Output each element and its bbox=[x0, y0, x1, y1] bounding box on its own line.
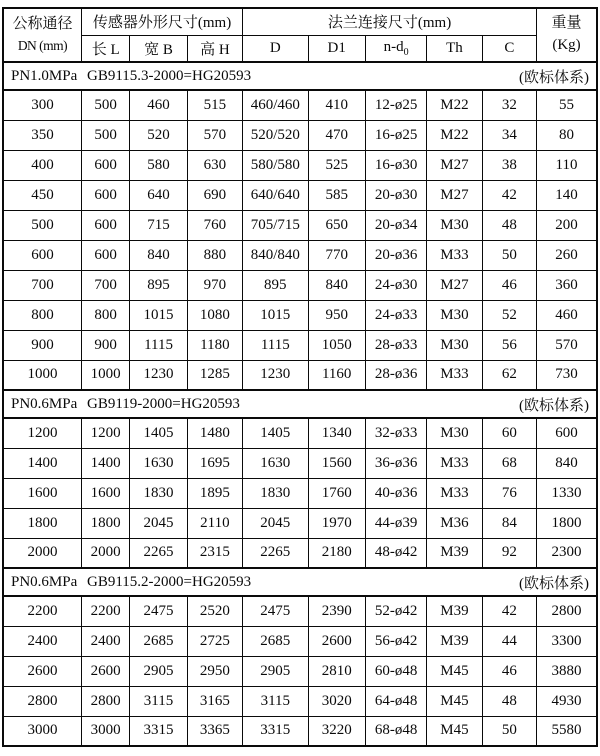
table-cell: 1340 bbox=[308, 418, 365, 448]
table-cell: 840 bbox=[537, 448, 597, 478]
table-cell: 20-ø34 bbox=[365, 210, 426, 240]
table-cell: 1200 bbox=[3, 418, 82, 448]
header-nominal-diameter-line2: DN (mm) bbox=[17, 38, 68, 54]
table-cell: 1285 bbox=[187, 360, 242, 390]
table-cell: 200 bbox=[537, 210, 597, 240]
header-weight-line1: 重量 bbox=[551, 15, 582, 32]
section-standard-label: GB9115.2-2000=HG20593 bbox=[87, 573, 252, 590]
table-cell: 140 bbox=[537, 180, 597, 210]
table-cell: 16-ø30 bbox=[365, 150, 426, 180]
table-cell: 60-ø48 bbox=[365, 656, 426, 686]
table-cell: 400 bbox=[3, 150, 82, 180]
header-weight-line2: (Kg) bbox=[552, 37, 581, 53]
table-row bbox=[3, 716, 597, 746]
table-cell: M30 bbox=[427, 210, 482, 240]
table-cell: 2315 bbox=[187, 538, 242, 568]
table-cell: 2600 bbox=[82, 656, 130, 686]
table-cell: 895 bbox=[130, 270, 187, 300]
table-cell: 1895 bbox=[187, 478, 242, 508]
table-cell: 520 bbox=[130, 120, 187, 150]
section-pressure-label: PN0.6MPa bbox=[11, 395, 78, 412]
table-cell: 700 bbox=[82, 270, 130, 300]
table-cell: 24-ø33 bbox=[365, 300, 426, 330]
table-cell: 630 bbox=[187, 150, 242, 180]
table-cell: 525 bbox=[308, 150, 365, 180]
table-cell: 460/460 bbox=[243, 90, 308, 120]
table-cell: M30 bbox=[427, 330, 482, 360]
table-cell: 1000 bbox=[82, 360, 130, 390]
table-cell: 64-ø48 bbox=[365, 686, 426, 716]
table-cell: 48 bbox=[482, 210, 536, 240]
table-cell: 46 bbox=[482, 270, 536, 300]
table-cell: 730 bbox=[537, 360, 597, 390]
table-cell: 60 bbox=[482, 418, 536, 448]
table-cell: M33 bbox=[427, 360, 482, 390]
table-cell: 650 bbox=[308, 210, 365, 240]
section-header-row bbox=[3, 568, 597, 596]
header-D1: D1 bbox=[308, 35, 365, 62]
table-cell: 2475 bbox=[243, 596, 308, 626]
header-C: C bbox=[482, 35, 536, 62]
table-cell: 800 bbox=[82, 300, 130, 330]
table-cell: 3315 bbox=[130, 716, 187, 746]
table-cell: 840 bbox=[130, 240, 187, 270]
table-cell: 1830 bbox=[130, 478, 187, 508]
table-cell: 2000 bbox=[3, 538, 82, 568]
header-group-flange-dimensions: 法兰连接尺寸(mm) bbox=[243, 8, 537, 35]
table-cell: 600 bbox=[82, 150, 130, 180]
table-cell: 580 bbox=[130, 150, 187, 180]
table-cell: 760 bbox=[187, 210, 242, 240]
table-cell: 32-ø33 bbox=[365, 418, 426, 448]
table-cell: 1405 bbox=[130, 418, 187, 448]
table-cell: 1760 bbox=[308, 478, 365, 508]
header-width-B: 宽 B bbox=[130, 35, 187, 62]
table-cell: 3220 bbox=[308, 716, 365, 746]
table-cell: 585 bbox=[308, 180, 365, 210]
table-cell: 1400 bbox=[82, 448, 130, 478]
table-cell: 2180 bbox=[308, 538, 365, 568]
table-cell: 770 bbox=[308, 240, 365, 270]
table-cell: 515 bbox=[187, 90, 242, 120]
table-cell: 460 bbox=[537, 300, 597, 330]
table-cell: 2045 bbox=[243, 508, 308, 538]
table-cell: 600 bbox=[82, 240, 130, 270]
table-row bbox=[3, 656, 597, 686]
table-cell: 1015 bbox=[243, 300, 308, 330]
header-nominal-diameter-line1: 公称通径 bbox=[12, 16, 73, 33]
table-cell: 705/715 bbox=[243, 210, 308, 240]
table-cell: 350 bbox=[3, 120, 82, 150]
table-cell: 1630 bbox=[130, 448, 187, 478]
header-group-sensor-dimensions: 传感器外形尺寸(mm) bbox=[82, 8, 243, 35]
table-cell: 2725 bbox=[187, 626, 242, 656]
table-cell: 68 bbox=[482, 448, 536, 478]
table-cell: 600 bbox=[537, 418, 597, 448]
table-cell: 690 bbox=[187, 180, 242, 210]
header-Th: Th bbox=[427, 35, 482, 62]
table-cell: 68-ø48 bbox=[365, 716, 426, 746]
table-row bbox=[3, 120, 597, 150]
table-cell: 3365 bbox=[187, 716, 242, 746]
table-cell: 1160 bbox=[308, 360, 365, 390]
table-cell: 20-ø36 bbox=[365, 240, 426, 270]
table-cell: 48 bbox=[482, 686, 536, 716]
table-cell: 2265 bbox=[130, 538, 187, 568]
table-cell: 3315 bbox=[243, 716, 308, 746]
table-cell: 42 bbox=[482, 596, 536, 626]
table-cell: M30 bbox=[427, 418, 482, 448]
header-D: D bbox=[243, 35, 308, 62]
header-n-d0-subscript: 0 bbox=[403, 46, 409, 58]
table-row bbox=[3, 478, 597, 508]
table-cell: 2600 bbox=[308, 626, 365, 656]
table-cell: 1405 bbox=[243, 418, 308, 448]
table-cell: 2600 bbox=[3, 656, 82, 686]
table-cell: M45 bbox=[427, 656, 482, 686]
table-cell: 62 bbox=[482, 360, 536, 390]
flange-spec-table bbox=[2, 7, 598, 747]
table-cell: 1830 bbox=[243, 478, 308, 508]
table-cell: 2475 bbox=[130, 596, 187, 626]
section-header-cell bbox=[3, 568, 597, 596]
table-cell: M27 bbox=[427, 180, 482, 210]
table-cell: 2000 bbox=[82, 538, 130, 568]
table-cell: M30 bbox=[427, 300, 482, 330]
table-cell: 500 bbox=[82, 120, 130, 150]
table-cell: 2265 bbox=[243, 538, 308, 568]
table-cell: 44 bbox=[482, 626, 536, 656]
table-cell: 640/640 bbox=[243, 180, 308, 210]
table-cell: M45 bbox=[427, 716, 482, 746]
table-cell: 56 bbox=[482, 330, 536, 360]
table-cell: 2800 bbox=[82, 686, 130, 716]
header-length-L: 长 L bbox=[82, 35, 130, 62]
table-cell: 520/520 bbox=[243, 120, 308, 150]
table-cell: 2390 bbox=[308, 596, 365, 626]
table-cell: 50 bbox=[482, 240, 536, 270]
table-cell: 500 bbox=[3, 210, 82, 240]
table-row bbox=[3, 90, 597, 120]
table-cell: 24-ø30 bbox=[365, 270, 426, 300]
table-cell: 1400 bbox=[3, 448, 82, 478]
table-cell: 1560 bbox=[308, 448, 365, 478]
table-cell: 4930 bbox=[537, 686, 597, 716]
section-header-row bbox=[3, 390, 597, 418]
table-row bbox=[3, 508, 597, 538]
table-cell: 1695 bbox=[187, 448, 242, 478]
table-cell: M22 bbox=[427, 90, 482, 120]
table-row bbox=[3, 360, 597, 390]
table-cell: 28-ø33 bbox=[365, 330, 426, 360]
table-cell: 950 bbox=[308, 300, 365, 330]
table-cell: 48-ø42 bbox=[365, 538, 426, 568]
table-cell: 1800 bbox=[3, 508, 82, 538]
table-cell: 2685 bbox=[243, 626, 308, 656]
table-cell: 410 bbox=[308, 90, 365, 120]
header-weight bbox=[537, 8, 597, 62]
table-cell: 2950 bbox=[187, 656, 242, 686]
table-cell: 80 bbox=[537, 120, 597, 150]
table-cell: 470 bbox=[308, 120, 365, 150]
table-cell: 2110 bbox=[187, 508, 242, 538]
section-pressure-label: PN1.0MPa bbox=[11, 67, 78, 84]
table-cell: 1180 bbox=[187, 330, 242, 360]
table-cell: 2905 bbox=[243, 656, 308, 686]
table-cell: 2685 bbox=[130, 626, 187, 656]
table-row bbox=[3, 330, 597, 360]
table-cell: 360 bbox=[537, 270, 597, 300]
table-cell: M33 bbox=[427, 240, 482, 270]
table-cell: 840/840 bbox=[243, 240, 308, 270]
table-cell: 52-ø42 bbox=[365, 596, 426, 626]
header-n-d0-text: n-d bbox=[383, 38, 404, 55]
table-cell: 20-ø30 bbox=[365, 180, 426, 210]
table-cell: 3020 bbox=[308, 686, 365, 716]
table-row bbox=[3, 180, 597, 210]
section-header-cell bbox=[3, 390, 597, 418]
table-cell: 32 bbox=[482, 90, 536, 120]
table-cell: 2400 bbox=[3, 626, 82, 656]
table-cell: 76 bbox=[482, 478, 536, 508]
table-cell: 1080 bbox=[187, 300, 242, 330]
table-cell: 570 bbox=[187, 120, 242, 150]
table-cell: 110 bbox=[537, 150, 597, 180]
table-cell: 12-ø25 bbox=[365, 90, 426, 120]
table-cell: 880 bbox=[187, 240, 242, 270]
table-cell: 2905 bbox=[130, 656, 187, 686]
table-cell: 3000 bbox=[82, 716, 130, 746]
table-row bbox=[3, 150, 597, 180]
table-cell: 50 bbox=[482, 716, 536, 746]
table-cell: M39 bbox=[427, 626, 482, 656]
table-row bbox=[3, 270, 597, 300]
table-cell: 2200 bbox=[3, 596, 82, 626]
table-cell: 1200 bbox=[82, 418, 130, 448]
table-cell: 1970 bbox=[308, 508, 365, 538]
table-cell: 450 bbox=[3, 180, 82, 210]
header-n-d0 bbox=[365, 35, 426, 62]
table-cell: 640 bbox=[130, 180, 187, 210]
table-cell: 34 bbox=[482, 120, 536, 150]
table-cell: 5580 bbox=[537, 716, 597, 746]
table-cell: 1015 bbox=[130, 300, 187, 330]
table-cell: 460 bbox=[130, 90, 187, 120]
table-cell: 700 bbox=[3, 270, 82, 300]
table-cell: M33 bbox=[427, 478, 482, 508]
table-cell: 3300 bbox=[537, 626, 597, 656]
table-cell: 1480 bbox=[187, 418, 242, 448]
table-cell: 580/580 bbox=[243, 150, 308, 180]
section-standard-label: GB9115.3-2000=HG20593 bbox=[87, 67, 252, 84]
table-cell: 2045 bbox=[130, 508, 187, 538]
table-cell: 1050 bbox=[308, 330, 365, 360]
table-cell: 36-ø36 bbox=[365, 448, 426, 478]
table-cell: 970 bbox=[187, 270, 242, 300]
table-cell: 1800 bbox=[82, 508, 130, 538]
table-cell: M39 bbox=[427, 596, 482, 626]
table-row bbox=[3, 418, 597, 448]
header-nominal-diameter bbox=[3, 8, 82, 62]
table-cell: 3000 bbox=[3, 716, 82, 746]
section-header-row bbox=[3, 62, 597, 90]
table-cell: 2300 bbox=[537, 538, 597, 568]
table-row bbox=[3, 448, 597, 478]
table-row bbox=[3, 240, 597, 270]
table-cell: 44-ø39 bbox=[365, 508, 426, 538]
table-cell: 3165 bbox=[187, 686, 242, 716]
table-cell: 600 bbox=[3, 240, 82, 270]
table-cell: 500 bbox=[82, 90, 130, 120]
table-cell: 1630 bbox=[243, 448, 308, 478]
table-cell: 2810 bbox=[308, 656, 365, 686]
table-cell: M27 bbox=[427, 150, 482, 180]
table-cell: 840 bbox=[308, 270, 365, 300]
table-cell: 1230 bbox=[130, 360, 187, 390]
table-cell: 55 bbox=[537, 90, 597, 120]
table-row bbox=[3, 686, 597, 716]
header-height-H: 高 H bbox=[187, 35, 242, 62]
table-cell: 800 bbox=[3, 300, 82, 330]
table-cell: 900 bbox=[3, 330, 82, 360]
table-row bbox=[3, 300, 597, 330]
table-cell: 895 bbox=[243, 270, 308, 300]
section-note-label: (欧标体系) bbox=[519, 575, 589, 592]
table-cell: 38 bbox=[482, 150, 536, 180]
table-cell: M22 bbox=[427, 120, 482, 150]
table-cell: 84 bbox=[482, 508, 536, 538]
table-cell: 16-ø25 bbox=[365, 120, 426, 150]
table-cell: 2800 bbox=[3, 686, 82, 716]
table-cell: 2800 bbox=[537, 596, 597, 626]
table-cell: 52 bbox=[482, 300, 536, 330]
table-cell: 1115 bbox=[243, 330, 308, 360]
table-cell: 1230 bbox=[243, 360, 308, 390]
table-cell: 900 bbox=[82, 330, 130, 360]
table-cell: 715 bbox=[130, 210, 187, 240]
table-cell: 1600 bbox=[82, 478, 130, 508]
section-pressure-label: PN0.6MPa bbox=[11, 573, 78, 590]
table-cell: 260 bbox=[537, 240, 597, 270]
table-cell: 1000 bbox=[3, 360, 82, 390]
table-cell: 300 bbox=[3, 90, 82, 120]
table-cell: M39 bbox=[427, 538, 482, 568]
table-cell: M27 bbox=[427, 270, 482, 300]
table-cell: 3115 bbox=[130, 686, 187, 716]
section-header-cell bbox=[3, 62, 597, 90]
table-cell: 46 bbox=[482, 656, 536, 686]
table-row bbox=[3, 538, 597, 568]
table-cell: 3880 bbox=[537, 656, 597, 686]
table-cell: 42 bbox=[482, 180, 536, 210]
section-note-label: (欧标体系) bbox=[519, 397, 589, 414]
table-cell: 1800 bbox=[537, 508, 597, 538]
table-cell: 28-ø36 bbox=[365, 360, 426, 390]
table-cell: M45 bbox=[427, 686, 482, 716]
table-cell: 56-ø42 bbox=[365, 626, 426, 656]
table-row bbox=[3, 626, 597, 656]
table-cell: 600 bbox=[82, 210, 130, 240]
table-cell: 2200 bbox=[82, 596, 130, 626]
table-cell: 1115 bbox=[130, 330, 187, 360]
table-cell: 600 bbox=[82, 180, 130, 210]
table-cell: M36 bbox=[427, 508, 482, 538]
table-cell: M33 bbox=[427, 448, 482, 478]
table-cell: 3115 bbox=[243, 686, 308, 716]
table-cell: 40-ø36 bbox=[365, 478, 426, 508]
table-cell: 2400 bbox=[82, 626, 130, 656]
section-note-label: (欧标体系) bbox=[519, 69, 589, 86]
table-cell: 2520 bbox=[187, 596, 242, 626]
table-row bbox=[3, 596, 597, 626]
table-row bbox=[3, 210, 597, 240]
table-cell: 1330 bbox=[537, 478, 597, 508]
table-cell: 1600 bbox=[3, 478, 82, 508]
table-cell: 92 bbox=[482, 538, 536, 568]
table-cell: 570 bbox=[537, 330, 597, 360]
section-standard-label: GB9119-2000=HG20593 bbox=[87, 395, 240, 412]
